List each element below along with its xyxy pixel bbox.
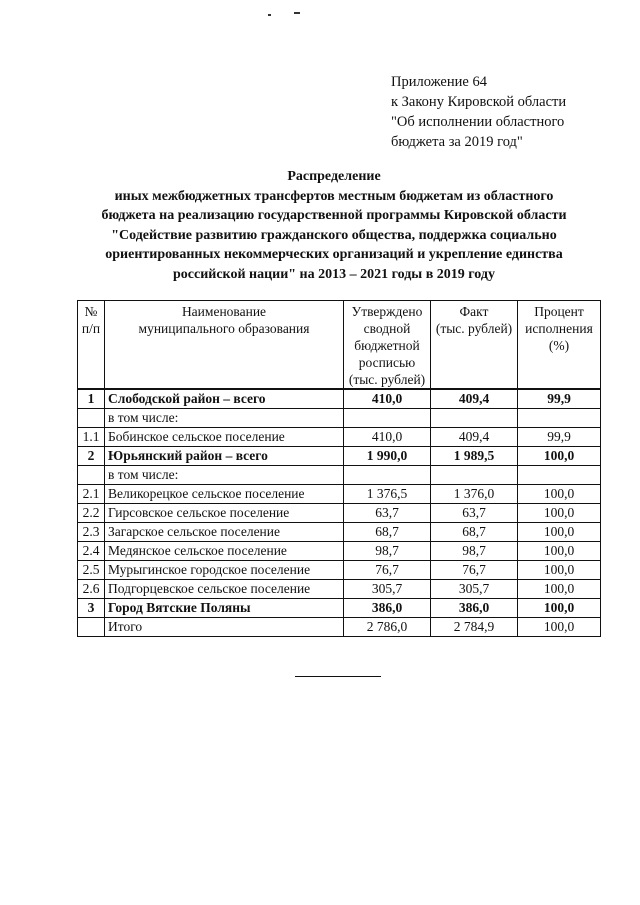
row-number: 2.5	[78, 561, 105, 580]
row-percent: 100,0	[518, 542, 601, 561]
appendix-line-4: бюджета за 2019 год"	[391, 134, 523, 150]
header-percent-line-2: исполнения	[525, 321, 593, 336]
row-number: 2.3	[78, 523, 105, 542]
header-approved-line-2: сводной	[363, 321, 411, 336]
row-percent: 100,0	[518, 485, 601, 504]
row-name: Подгорцевское сельское поселение	[105, 580, 344, 599]
document-title	[70, 167, 598, 284]
row-number: 2.6	[78, 580, 105, 599]
header-number-line-1: №	[84, 304, 98, 319]
row-name: в том числе:	[105, 466, 344, 485]
scan-speck-right	[294, 12, 300, 14]
row-approved: 68,7	[344, 523, 431, 542]
row-number: 1	[78, 389, 105, 409]
row-name: Слободской район – всего	[105, 389, 344, 409]
table-row	[78, 428, 601, 447]
appendix-line-3: "Об исполнении областного	[391, 114, 565, 130]
header-approved-line-4: росписью	[358, 355, 416, 370]
row-name: Бобинское сельское поселение	[105, 428, 344, 447]
row-fact: 98,7	[431, 542, 518, 561]
row-name: Город Вятские Поляны	[105, 599, 344, 618]
row-name: в том числе:	[105, 409, 344, 428]
row-percent: 100,0	[518, 580, 601, 599]
title-line-5: ориентированных некоммерческих организаций и укрепление единства	[105, 247, 563, 262]
table-row	[78, 504, 601, 523]
header-fact-line-2: (тыс. рублей)	[435, 321, 513, 336]
row-percent: 100,0	[518, 447, 601, 466]
row-approved	[344, 409, 431, 428]
header-approved-line-3: бюджетной	[354, 338, 420, 353]
row-percent: 100,0	[518, 599, 601, 618]
row-percent	[518, 466, 601, 485]
row-approved	[344, 466, 431, 485]
table-header-row	[78, 301, 601, 390]
row-number	[78, 618, 105, 637]
row-name: Итого	[105, 618, 344, 637]
row-approved: 305,7	[344, 580, 431, 599]
row-approved: 410,0	[344, 428, 431, 447]
row-number	[78, 466, 105, 485]
table-total-row	[78, 618, 601, 637]
row-fact: 386,0	[431, 599, 518, 618]
table-row	[78, 389, 601, 409]
table-row	[78, 561, 601, 580]
row-fact: 409,4	[431, 428, 518, 447]
table-row	[78, 466, 601, 485]
title-line-4: "Содействие развитию гражданского общества, поддержка социально	[111, 227, 557, 243]
row-approved: 2 786,0	[344, 618, 431, 637]
row-fact: 2 784,9	[431, 618, 518, 637]
table-row	[78, 523, 601, 542]
row-number: 3	[78, 599, 105, 618]
row-fact: 1 376,0	[431, 485, 518, 504]
row-number: 1.1	[78, 428, 105, 447]
row-name: Юрьянский район – всего	[105, 447, 344, 466]
row-percent: 100,0	[518, 618, 601, 637]
row-approved: 98,7	[344, 542, 431, 561]
row-fact: 76,7	[431, 561, 518, 580]
header-fact	[431, 301, 518, 390]
row-approved: 63,7	[344, 504, 431, 523]
header-number-line-2: п/п	[81, 321, 101, 336]
row-fact: 1 989,5	[431, 447, 518, 466]
header-approved	[344, 301, 431, 390]
header-fact-line-1: Факт	[459, 304, 489, 319]
title-line-1: Распределение	[287, 169, 381, 184]
header-name-line-2: муниципального образования	[138, 321, 310, 336]
row-fact: 409,4	[431, 389, 518, 409]
row-fact	[431, 409, 518, 428]
row-fact: 63,7	[431, 504, 518, 523]
row-approved: 386,0	[344, 599, 431, 618]
row-number: 2.2	[78, 504, 105, 523]
table-row	[78, 599, 601, 618]
row-name: Загарское сельское поселение	[105, 523, 344, 542]
row-percent: 99,9	[518, 389, 601, 409]
row-fact: 305,7	[431, 580, 518, 599]
table-row	[78, 485, 601, 504]
row-percent: 100,0	[518, 504, 601, 523]
appendix-reference	[391, 72, 566, 152]
row-approved: 1 376,5	[344, 485, 431, 504]
header-percent-line-1: Процент	[534, 304, 584, 319]
header-approved-line-1: Утверждено	[351, 304, 423, 319]
row-name: Медянское сельское поселение	[105, 542, 344, 561]
row-number: 2.1	[78, 485, 105, 504]
row-name: Мурыгинское городское поселение	[105, 561, 344, 580]
row-percent: 100,0	[518, 561, 601, 580]
header-percent-line-3: (%)	[548, 338, 570, 353]
row-approved: 410,0	[344, 389, 431, 409]
row-number	[78, 409, 105, 428]
table-row	[78, 542, 601, 561]
row-number: 2	[78, 447, 105, 466]
title-line-6: российской нации" на 2013 – 2021 годы в 2019 году	[173, 266, 495, 282]
scan-speck-left	[268, 14, 271, 16]
header-approved-line-5: (тыс. рублей)	[348, 372, 426, 387]
row-fact	[431, 466, 518, 485]
table-row	[78, 447, 601, 466]
header-percent	[518, 301, 601, 390]
row-approved: 76,7	[344, 561, 431, 580]
row-approved: 1 990,0	[344, 447, 431, 466]
table-row	[78, 580, 601, 599]
appendix-line-1: Приложение 64	[391, 74, 487, 90]
header-name	[105, 301, 344, 390]
appendix-line-2: к Закону Кировской области	[391, 94, 567, 110]
row-percent: 99,9	[518, 428, 601, 447]
row-number: 2.4	[78, 542, 105, 561]
row-name: Гирсовское сельское поселение	[105, 504, 344, 523]
header-number	[78, 301, 105, 390]
row-fact: 68,7	[431, 523, 518, 542]
row-name: Великорецкое сельское поселение	[105, 485, 344, 504]
table-row	[78, 409, 601, 428]
row-percent: 100,0	[518, 523, 601, 542]
row-percent	[518, 409, 601, 428]
header-name-line-1: Наименование	[181, 304, 267, 319]
title-line-3: бюджета на реализацию государственной программы Кировской области	[101, 208, 567, 223]
title-line-2: иных межбюджетных трансфертов местным бюджетам из областного	[114, 188, 554, 204]
closing-rule	[295, 676, 381, 677]
distribution-table	[77, 300, 601, 637]
